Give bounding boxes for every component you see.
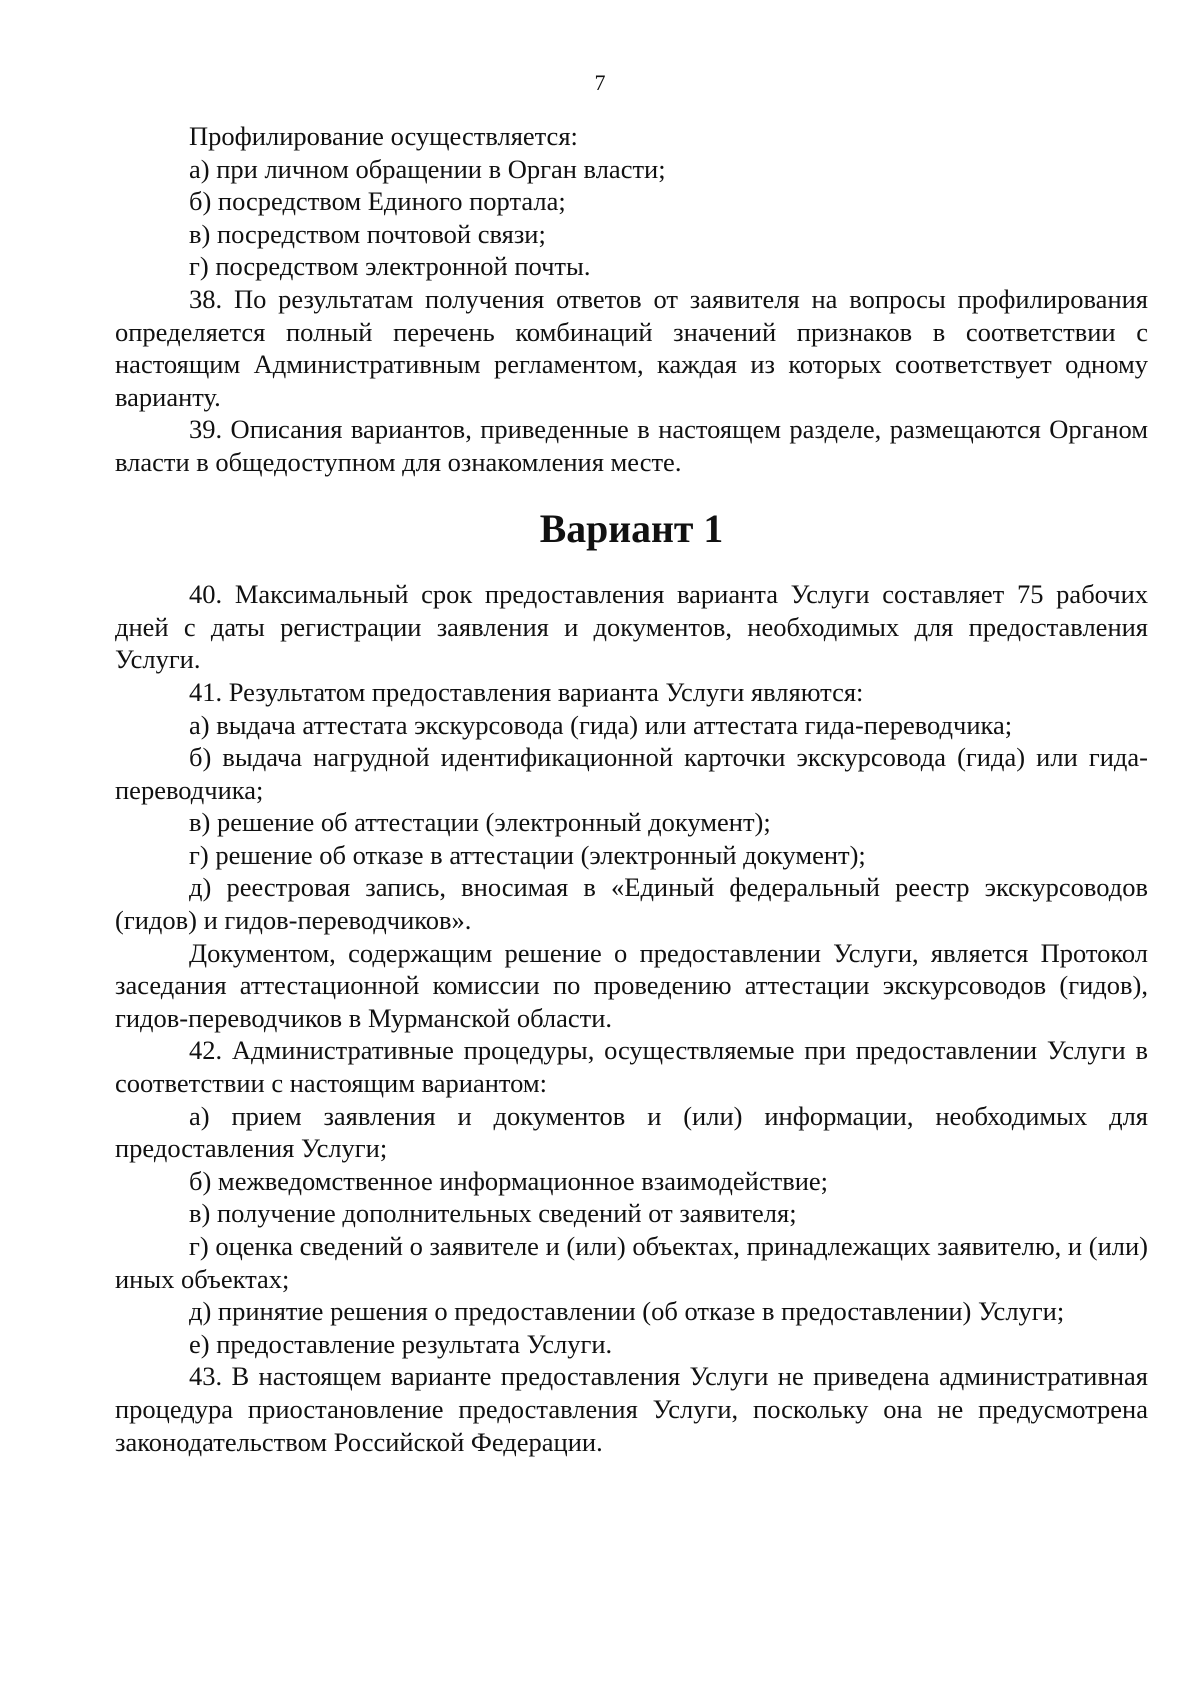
body-paragraph: д) принятие решения о предоставлении (об отказе в предоставлении) Услуги; — [189, 1296, 1065, 1327]
body-paragraph: б) межведомственное информационное взаимодействие; — [189, 1165, 829, 1196]
intro-paragraph: а) при личном обращении в Орган власти; — [189, 153, 666, 184]
body-paragraph: 43. В настоящем варианте предоставления Услуги не приведена административная процедура приостановление предоставления Услуги, поскольку она не предусмотрена законодательством Российской Федерации. — [115, 1361, 1148, 1457]
intro-paragraph: б) посредством Единого портала; — [189, 186, 566, 217]
page-number: 7 — [594, 70, 606, 95]
body-paragraph: д) реестровая запись, вносимая в «Единый федеральный реестр экскурсоводов (гидов) и гидов-переводчиков». — [115, 872, 1148, 936]
body-paragraph: 41. Результатом предоставления варианта Услуги являются: — [189, 676, 864, 707]
intro-paragraph: 38. По результатам получения ответов от заявителя на вопросы профилирования определяется полный перечень комбинаций значений признаков в соответствии с настоящим Административным регламентом, каждая из которых соответствует одному варианту. — [115, 283, 1148, 412]
body-paragraph: в) решение об аттестации (электронный документ); — [189, 807, 771, 838]
body-paragraph: Документом, содержащим решение о предоставлении Услуги, является Протокол заседания аттестационной комиссии по проведению аттестации экскурсоводов (гидов), гидов-переводчиков в Мурманской области. — [115, 937, 1148, 1033]
intro-paragraph: Профилирование осуществляется: — [189, 121, 578, 151]
body-paragraph: 42. Административные процедуры, осуществляемые при предоставлении Услуги в соответствии с настоящим вариантом: — [115, 1035, 1148, 1099]
body-paragraph: г) решение об отказе в аттестации (электронный документ); — [189, 839, 866, 870]
intro-paragraph: г) посредством электронной почты. — [189, 251, 591, 282]
body-paragraph: 40. Максимальный срок предоставления варианта Услуги составляет 75 рабочих дней с даты регистрации заявления и документов, необходимых для предоставления Услуги. — [115, 579, 1148, 675]
intro-paragraph: 39. Описания вариантов, приведенные в настоящем разделе, размещаются Органом власти в общедоступном для ознакомления месте. — [115, 414, 1148, 477]
body-paragraph: г) оценка сведений о заявителе и (или) объектах, принадлежащих заявителю, и (или) иных объектах; — [115, 1231, 1148, 1294]
section-heading: Вариант 1 — [539, 506, 724, 551]
body-paragraph: а) выдача аттестата экскурсовода (гида) или аттестата гида-переводчика; — [189, 709, 1013, 740]
body-paragraph: в) получение дополнительных сведений от заявителя; — [189, 1198, 797, 1229]
intro-paragraph: в) посредством почтовой связи; — [189, 218, 546, 249]
body-paragraph: е) предоставление результата Услуги. — [189, 1328, 613, 1359]
body-paragraph: а) прием заявления и документов и (или) информации, необходимых для предоставления Услуги; — [115, 1100, 1148, 1164]
document-body — [115, 120, 1148, 1458]
body-paragraph: б) выдача нагрудной идентификационной карточки экскурсовода (гида) или гида-переводчика; — [115, 742, 1148, 805]
